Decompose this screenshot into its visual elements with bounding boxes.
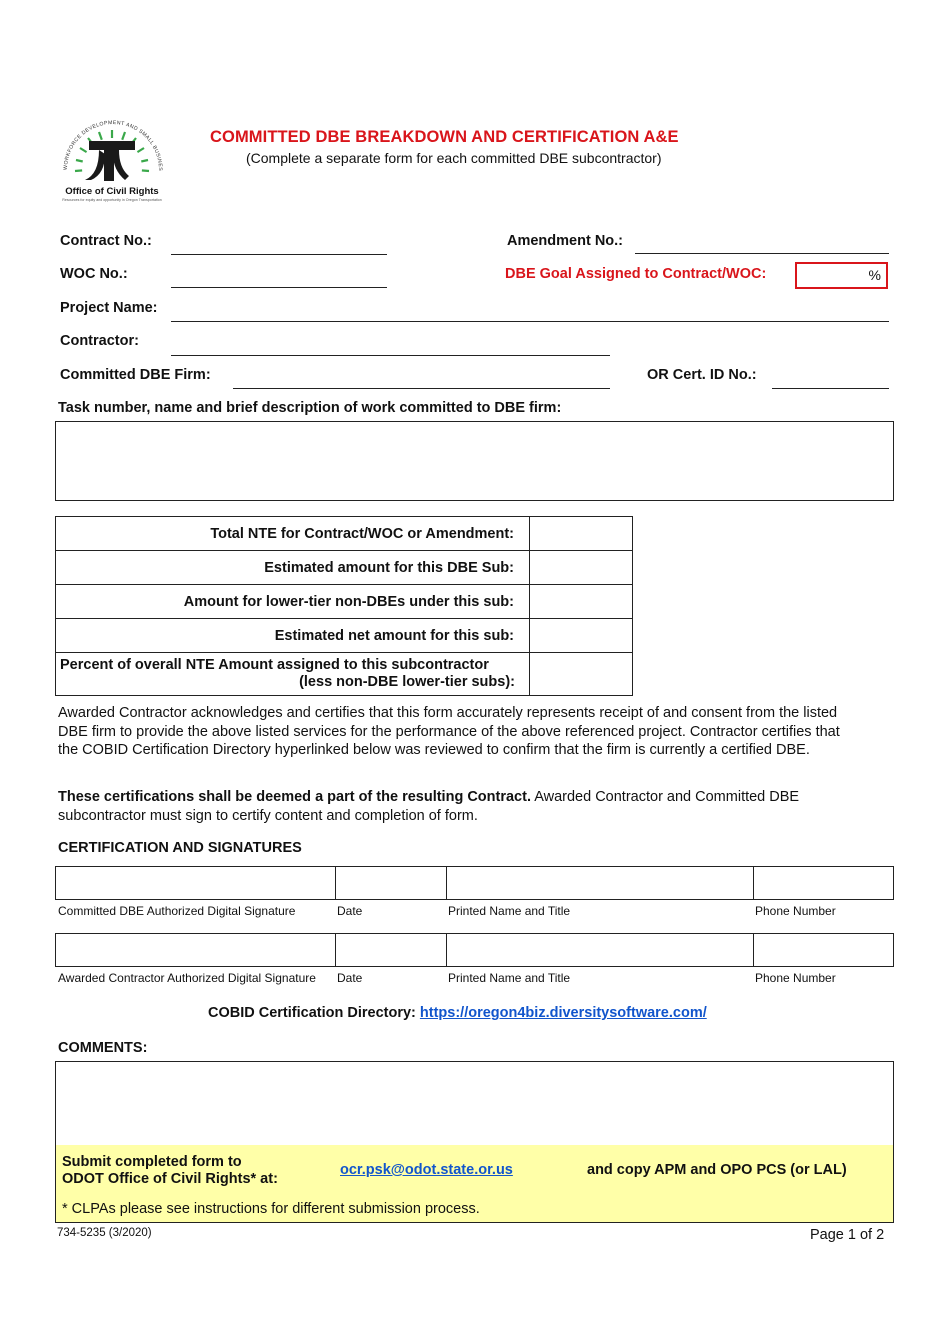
contractor-printed-name-label: Printed Name and Title: [448, 971, 571, 985]
contractor-date-label: Date: [337, 971, 363, 985]
contractor-label: Contractor:: [60, 333, 139, 349]
nte-table: [55, 516, 633, 696]
amendment-no-label: Amendment No.:: [507, 233, 623, 249]
contractor-phone-field[interactable]: [754, 934, 893, 966]
amendment-no-field[interactable]: [635, 253, 889, 254]
table-row: [56, 619, 633, 653]
form-title: COMMITTED DBE BREAKDOWN AND CERTIFICATION A&E: [210, 128, 679, 146]
certification-bold-text: These certifications shall be deemed a part of the resulting Contract.: [58, 789, 531, 805]
nte-value-cell[interactable]: [530, 619, 633, 653]
certification-rest-text: Awarded Contractor and Committed DBE subcontractor must sign to certify content and completion of form.: [58, 789, 800, 824]
acknowledgement-paragraph: Awarded Contractor acknowledges and certifies that this form accurately represents receipt of and consent from the listed DBE firm to provide the above listed services for the performance of the above referenced project. Contractor certifies that the COBID Certification Directory hyperlinked below was reviewed to confirm that the firm is currently a certified DBE.: [58, 705, 840, 759]
nte-value-cell[interactable]: [530, 551, 633, 585]
committed-dbe-firm-field[interactable]: [233, 388, 610, 389]
copy-instructions: and copy APM and OPO PCS (or LAL): [587, 1162, 847, 1178]
submit-line1: Submit completed form to: [62, 1154, 242, 1170]
nte-value-cell[interactable]: [530, 585, 633, 619]
submit-instructions-box: [55, 1145, 894, 1223]
cobid-directory-link[interactable]: https://oregon4biz.diversitysoftware.com/: [419, 1005, 707, 1021]
form-number: 734-5235 (3/2020): [57, 1227, 152, 1239]
page-number: Page 1 of 2: [810, 1227, 885, 1243]
dbe-phone-label: Phone Number: [755, 904, 836, 918]
contractor-field[interactable]: [171, 355, 610, 356]
nte-label: Total NTE for Contract/WOC or Amendment:: [56, 517, 530, 551]
contract-no-label: Contract No.:: [60, 233, 152, 249]
logo-name: Office of Civil Rights: [65, 186, 159, 197]
comments-heading: COMMENTS:: [58, 1040, 148, 1056]
table-row: [56, 517, 633, 551]
table-row: [56, 585, 633, 619]
nte-label-line1: Percent of overall NTE Amount assigned to this subcontractor: [60, 657, 489, 673]
contractor-phone-label: Phone Number: [755, 971, 836, 985]
dbe-date-field[interactable]: [336, 867, 447, 899]
nte-label: Amount for lower-tier non-DBEs under this sub:: [56, 585, 530, 619]
project-name-label: Project Name:: [60, 300, 158, 316]
dbe-date-label: Date: [337, 904, 363, 918]
submit-instructions-text: [62, 1154, 278, 1188]
nte-label: [56, 653, 530, 696]
contract-no-field[interactable]: [171, 254, 387, 255]
table-row: [56, 653, 633, 696]
project-name-field[interactable]: [171, 321, 889, 322]
dbe-printed-name-field[interactable]: [447, 867, 754, 899]
or-cert-id-field[interactable]: [772, 388, 889, 389]
nte-value-cell[interactable]: [530, 517, 633, 551]
form-subtitle: (Complete a separate form for each committed DBE subcontractor): [246, 150, 662, 166]
woc-no-label: WOC No.:: [60, 266, 128, 282]
contractor-signature-label: Awarded Contractor Authorized Digital Signature: [58, 971, 316, 985]
office-of-civil-rights-logo: [55, 108, 170, 208]
certification-heading: CERTIFICATION AND SIGNATURES: [58, 840, 302, 856]
submit-email-link[interactable]: ocr.psk@odot.state.or.us: [340, 1162, 513, 1178]
logo-tagline: Resources for equity and opportunity in Oregon Transportation: [62, 198, 162, 202]
clpa-note: * CLPAs please see instructions for different submission process.: [62, 1201, 480, 1217]
dbe-goal-label: DBE Goal Assigned to Contract/WOC:: [505, 266, 767, 282]
dbe-printed-name-label: Printed Name and Title: [448, 904, 571, 918]
contractor-printed-name-field[interactable]: [447, 934, 754, 966]
task-description-box[interactable]: [55, 421, 894, 501]
task-description-label: Task number, name and brief description of work committed to DBE firm:: [58, 400, 562, 416]
contractor-date-field[interactable]: [336, 934, 447, 966]
woc-no-field[interactable]: [171, 287, 387, 288]
nte-label: Estimated amount for this DBE Sub:: [56, 551, 530, 585]
dbe-signature-field[interactable]: [56, 867, 336, 899]
committed-dbe-firm-label: Committed DBE Firm:: [60, 367, 211, 383]
nte-label: Estimated net amount for this sub:: [56, 619, 530, 653]
dbe-signature-row: [55, 866, 894, 900]
dbe-signature-label: Committed DBE Authorized Digital Signature: [58, 904, 296, 918]
nte-value-cell[interactable]: [530, 653, 633, 696]
or-cert-id-label: OR Cert. ID No.:: [647, 367, 757, 383]
percent-sign: %: [868, 267, 881, 283]
submit-line2: ODOT Office of Civil Rights* at:: [62, 1171, 278, 1187]
contractor-signature-row: [55, 933, 894, 967]
comments-box[interactable]: [55, 1061, 894, 1146]
cobid-directory-line: [208, 1005, 707, 1021]
dbe-phone-field[interactable]: [754, 867, 893, 899]
logo-arc-text: WORKFORCE DEVELOPMENT AND SMALL BUSINES: [62, 119, 164, 172]
cobid-label: COBID Certification Directory:: [208, 1005, 416, 1021]
nte-label-line2: (less non-DBE lower-tier subs):: [299, 674, 515, 690]
certification-paragraph: [58, 788, 858, 825]
table-row: [56, 551, 633, 585]
contractor-signature-field[interactable]: [56, 934, 336, 966]
dbe-goal-input[interactable]: [795, 262, 888, 289]
